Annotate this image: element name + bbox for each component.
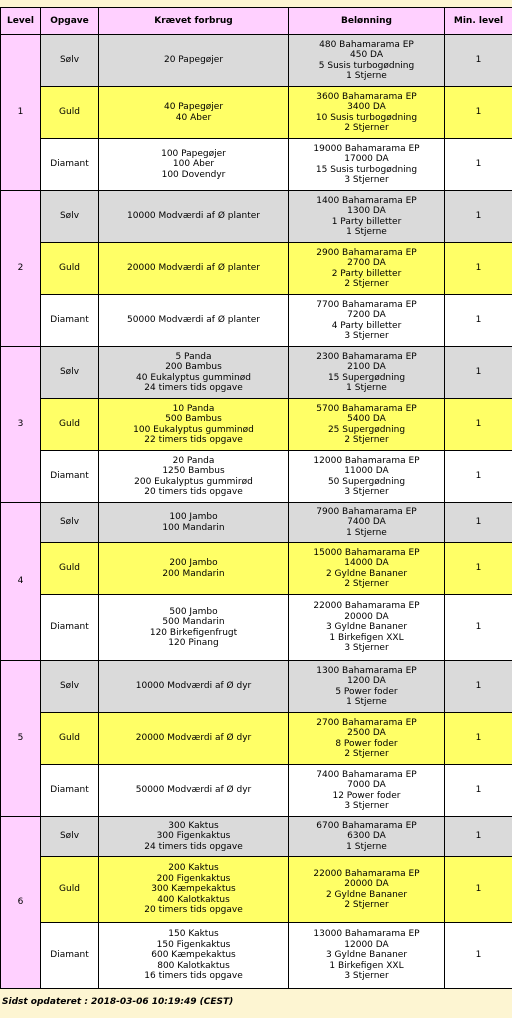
table-row <box>1 139 512 191</box>
min-level-cell: 1 <box>445 543 512 595</box>
required-consumption-cell-line: 120 Birkefigenfrugt <box>149 627 238 638</box>
reward-cell-line: 5700 Bahamarama EP <box>316 403 417 414</box>
min-level-cell: 1 <box>445 191 512 243</box>
required-consumption-cell-line: 1250 Bambus <box>162 466 225 476</box>
min-level-cell: 1 <box>445 87 512 139</box>
min-level-cell: 1 <box>445 713 512 765</box>
min-level-cell: 1 <box>445 347 512 399</box>
required-consumption-cell-line: 20000 Modværdi af Ø planter <box>127 263 260 274</box>
reward-cell-line: 22000 Bahamarama EP <box>313 868 420 879</box>
task-tier-cell: Sølv <box>41 35 99 87</box>
reward-cell-line: 1 Party billetter <box>331 216 402 227</box>
level-cell: 4 <box>1 503 41 661</box>
reward-cell <box>289 857 445 923</box>
reward-cell-line: 3 Stjerner <box>344 971 389 982</box>
min-level-cell: 1 <box>445 817 512 857</box>
reward-cell-line: 5 Susis turbogødning <box>318 60 415 71</box>
task-tier-cell: Guld <box>41 713 99 765</box>
table-row <box>1 543 512 595</box>
reward-cell-line: 15000 Bahamarama EP <box>313 547 420 558</box>
task-tier-cell: Sølv <box>41 191 99 243</box>
reward-cell-line: 2300 Bahamarama EP <box>316 351 417 362</box>
reward-cell-line: 10 Susis turbogødning <box>315 112 418 123</box>
reward-cell-line: 1400 Bahamarama EP <box>316 195 417 206</box>
table-row <box>1 595 512 661</box>
reward-cell-line: 12000 Bahamarama EP <box>313 455 420 466</box>
reward-cell <box>289 923 445 989</box>
reward-cell-line: 1 Stjerne <box>346 841 387 852</box>
reward-cell-line: 2900 Bahamarama EP <box>316 247 417 258</box>
reward-cell-line: 13000 Bahamarama EP <box>313 929 420 940</box>
header-min-level: Min. level <box>445 8 512 35</box>
reward-cell-line: 3 Stjerner <box>344 801 389 811</box>
reward-cell-line: 5400 DA <box>347 414 386 424</box>
task-tier-cell: Diamant <box>41 923 99 989</box>
task-tier-cell: Diamant <box>41 295 99 347</box>
reward-cell-line: 50 Supergødning <box>327 476 406 487</box>
table-row <box>1 661 512 713</box>
required-consumption-cell <box>99 595 289 661</box>
table-row <box>1 503 512 543</box>
reward-cell-line: 1 Birkefigen XXL <box>329 632 404 643</box>
required-consumption-cell <box>99 817 289 857</box>
reward-cell <box>289 295 445 347</box>
required-consumption-cell <box>99 139 289 191</box>
reward-cell-line: 15 Susis turbogødning <box>315 164 418 175</box>
reward-cell-line: 14000 DA <box>344 558 389 568</box>
reward-cell <box>289 713 445 765</box>
required-consumption-cell-line: 100 Eukalyptus gumminød <box>133 424 254 435</box>
reward-cell <box>289 399 445 451</box>
reward-cell <box>289 765 445 817</box>
reward-cell <box>289 243 445 295</box>
reward-cell-line: 25 Supergødning <box>327 424 406 435</box>
reward-cell-line: 3 Gyldne Bananer <box>325 622 408 633</box>
required-consumption-cell-line: 22 timers tids opgave <box>144 435 243 445</box>
task-tier-cell: Diamant <box>41 451 99 503</box>
task-tier-cell: Guld <box>41 87 99 139</box>
task-tier-cell: Sølv <box>41 503 99 543</box>
reward-cell-line: 20000 DA <box>344 879 389 889</box>
task-tier-cell: Sølv <box>41 817 99 857</box>
required-consumption-cell-line: 20 timers tids opgave <box>144 905 243 916</box>
required-consumption-cell-line: 100 Dovendyr <box>161 169 226 180</box>
reward-cell-line: 7400 DA <box>347 517 386 528</box>
reward-cell-line: 3400 DA <box>347 102 386 112</box>
min-level-cell: 1 <box>445 661 512 713</box>
task-tier-cell: Sølv <box>41 347 99 399</box>
reward-cell-line: 450 DA <box>350 50 383 60</box>
reward-cell-line: 2 Stjerner <box>344 123 389 133</box>
required-consumption-cell <box>99 923 289 989</box>
required-consumption-cell <box>99 87 289 139</box>
reward-cell-line: 7200 DA <box>347 310 386 320</box>
table-row <box>1 87 512 139</box>
reward-cell-line: 1200 DA <box>347 676 386 686</box>
reward-cell-line: 7000 DA <box>347 780 386 790</box>
required-consumption-cell-line: 24 timers tids opgave <box>144 841 243 852</box>
task-tier-cell: Sølv <box>41 661 99 713</box>
reward-cell-line: 12000 DA <box>344 939 389 950</box>
reward-cell-line: 3 Stjerner <box>344 175 389 185</box>
reward-cell-line: 7400 Bahamarama EP <box>316 769 417 780</box>
required-consumption-cell-line: 600 Kæmpekaktus <box>151 950 236 961</box>
task-tier-cell: Guld <box>41 857 99 923</box>
required-consumption-cell-line: 150 Figenkaktus <box>156 939 231 950</box>
table-row <box>1 35 512 87</box>
reward-cell <box>289 817 445 857</box>
required-consumption-cell-line: 50000 Modværdi af Ø planter <box>127 315 260 326</box>
reward-cell-line: 2 Stjerner <box>344 900 389 910</box>
reward-cell-line: 2100 DA <box>347 362 386 372</box>
required-consumption-cell <box>99 295 289 347</box>
reward-cell-line: 6700 Bahamarama EP <box>316 820 417 831</box>
header-level: Level <box>1 8 41 35</box>
required-consumption-cell-line: 120 Pinang <box>168 638 219 648</box>
task-tier-cell: Diamant <box>41 765 99 817</box>
required-consumption-cell-line: 16 timers tids opgave <box>144 971 243 982</box>
required-consumption-cell-line: 24 timers tids opgave <box>144 383 243 393</box>
task-tier-cell: Diamant <box>41 595 99 661</box>
reward-cell <box>289 543 445 595</box>
required-consumption-cell-line: 500 Mandarin <box>162 617 225 627</box>
level-cell: 5 <box>1 661 41 817</box>
reward-cell-line: 1300 DA <box>347 206 386 216</box>
min-level-cell: 1 <box>445 451 512 503</box>
required-consumption-cell-line: 20000 Modværdi af Ø dyr <box>135 733 252 744</box>
min-level-cell: 1 <box>445 503 512 543</box>
table-row <box>1 817 512 857</box>
reward-cell-line: 2700 Bahamarama EP <box>316 717 417 728</box>
header-task: Opgave <box>41 8 99 35</box>
reward-cell-line: 3 Stjerner <box>344 487 389 497</box>
required-consumption-cell-line: 200 Figenkaktus <box>156 873 231 884</box>
reward-cell-line: 1 Stjerne <box>346 527 387 538</box>
table-row <box>1 243 512 295</box>
reward-cell <box>289 661 445 713</box>
min-level-cell: 1 <box>445 139 512 191</box>
reward-cell-line: 2 Stjerner <box>344 579 389 589</box>
required-consumption-cell-line: 400 Kalotkaktus <box>157 894 230 905</box>
reward-cell <box>289 347 445 399</box>
reward-cell-line: 2 Stjerner <box>344 435 389 445</box>
table-row <box>1 713 512 765</box>
required-consumption-cell-line: 20 Papegøjer <box>163 55 224 66</box>
reward-cell-line: 3600 Bahamarama EP <box>316 91 417 102</box>
reward-cell-line: 2 Party billetter <box>331 268 402 279</box>
required-consumption-cell-line: 5 Panda <box>175 351 212 362</box>
missions-table <box>0 7 512 989</box>
reward-cell-line: 2 Gyldne Bananer <box>325 889 408 900</box>
required-consumption-cell-line: 800 Kalotkaktus <box>157 960 230 971</box>
reward-cell-line: 17000 DA <box>344 154 389 164</box>
reward-cell-line: 12 Power foder <box>332 790 401 801</box>
level-cell: 6 <box>1 817 41 989</box>
required-consumption-cell <box>99 243 289 295</box>
required-consumption-cell-line: 40 Eukalyptus gumminød <box>136 372 251 383</box>
min-level-cell: 1 <box>445 399 512 451</box>
required-consumption-cell-line: 500 Bambus <box>165 414 222 424</box>
reward-cell-line: 2500 DA <box>347 728 386 738</box>
required-consumption-cell-line: 10 Panda <box>172 403 215 414</box>
min-level-cell: 1 <box>445 295 512 347</box>
level-cell: 3 <box>1 347 41 503</box>
required-consumption-cell <box>99 191 289 243</box>
task-tier-cell: Guld <box>41 243 99 295</box>
reward-cell-line: 2700 DA <box>347 258 386 268</box>
header-required-consumption: Krævet forbrug <box>99 8 289 35</box>
reward-cell-line: 3 Gyldne Bananer <box>325 950 408 961</box>
table-row <box>1 399 512 451</box>
required-consumption-cell <box>99 451 289 503</box>
required-consumption-cell <box>99 35 289 87</box>
required-consumption-cell <box>99 399 289 451</box>
min-level-cell: 1 <box>445 923 512 989</box>
required-consumption-cell-line: 500 Jambo <box>169 606 218 617</box>
reward-cell-line: 2 Stjerner <box>344 749 389 759</box>
reward-cell <box>289 35 445 87</box>
table-row <box>1 451 512 503</box>
required-consumption-cell-line: 300 Figenkaktus <box>156 831 231 842</box>
required-consumption-cell-line: 100 Mandarin <box>162 522 225 533</box>
reward-cell-line: 1 Stjerne <box>346 227 387 237</box>
reward-cell-line: 1 Birkefigen XXL <box>329 960 404 971</box>
table-row <box>1 347 512 399</box>
reward-cell-line: 2 Stjerner <box>344 279 389 289</box>
min-level-cell: 1 <box>445 857 512 923</box>
reward-cell-line: 7900 Bahamarama EP <box>316 506 417 517</box>
required-consumption-cell <box>99 713 289 765</box>
required-consumption-cell-line: 300 Kæmpekaktus <box>151 884 236 895</box>
reward-cell-line: 1 Stjerne <box>346 383 387 393</box>
reward-cell-line: 15 Supergødning <box>327 372 406 383</box>
reward-cell-line: 1 Stjerne <box>346 697 387 707</box>
required-consumption-cell <box>99 543 289 595</box>
required-consumption-cell <box>99 503 289 543</box>
table-row <box>1 765 512 817</box>
last-updated-text: Sidst opdateret : 2018-03-06 10:19:49 (CEST) <box>2 997 234 1007</box>
reward-cell-line: 22000 Bahamarama EP <box>313 601 420 612</box>
required-consumption-cell-line: 100 Jambo <box>169 512 218 522</box>
reward-cell <box>289 503 445 543</box>
required-consumption-cell-line: 10000 Modværdi af Ø dyr <box>135 681 252 692</box>
required-consumption-cell-line: 200 Mandarin <box>162 568 225 579</box>
reward-cell-line: 5 Power foder <box>335 686 398 697</box>
level-cell: 1 <box>1 35 41 191</box>
reward-cell-line: 3 Stjerner <box>344 643 389 654</box>
required-consumption-cell-line: 50000 Modværdi af Ø dyr <box>135 785 252 796</box>
required-consumption-cell-line: 20 timers tids opgave <box>144 487 243 497</box>
table-row <box>1 295 512 347</box>
reward-cell <box>289 191 445 243</box>
required-consumption-cell <box>99 347 289 399</box>
required-consumption-cell-line: 40 Aber <box>175 112 212 123</box>
table-row <box>1 191 512 243</box>
reward-cell <box>289 139 445 191</box>
table-row <box>1 923 512 989</box>
min-level-cell: 1 <box>445 243 512 295</box>
required-consumption-cell-line: 100 Papegøjer <box>161 148 226 159</box>
header-row <box>1 8 512 35</box>
reward-cell-line: 2 Gyldne Bananer <box>325 568 408 579</box>
reward-cell-line: 3 Stjerner <box>344 331 389 341</box>
required-consumption-cell <box>99 765 289 817</box>
required-consumption-cell-line: 10000 Modværdi af Ø planter <box>127 211 260 222</box>
header-reward: Belønning <box>289 8 445 35</box>
required-consumption-cell-line: 300 Kaktus <box>168 820 219 831</box>
reward-cell-line: 1 Stjerne <box>346 71 387 81</box>
min-level-cell: 1 <box>445 595 512 661</box>
task-tier-cell: Guld <box>41 543 99 595</box>
required-consumption-cell-line: 150 Kaktus <box>168 929 219 940</box>
reward-cell-line: 11000 DA <box>344 466 389 476</box>
level-cell: 2 <box>1 191 41 347</box>
reward-cell-line: 1300 Bahamarama EP <box>316 665 417 676</box>
required-consumption-cell <box>99 661 289 713</box>
reward-cell-line: 19000 Bahamarama EP <box>313 143 420 154</box>
reward-cell-line: 8 Power foder <box>335 738 398 749</box>
min-level-cell: 1 <box>445 765 512 817</box>
reward-cell-line: 7700 Bahamarama EP <box>316 299 417 310</box>
required-consumption-cell-line: 200 Bambus <box>165 362 222 372</box>
reward-cell <box>289 595 445 661</box>
required-consumption-cell-line: 40 Papegøjer <box>163 102 224 112</box>
required-consumption-cell <box>99 857 289 923</box>
reward-cell-line: 4 Party billetter <box>331 320 402 331</box>
required-consumption-cell-line: 200 Kaktus <box>168 863 219 874</box>
reward-cell-line: 480 Bahamarama EP <box>319 39 414 50</box>
reward-cell-line: 6300 DA <box>347 831 386 842</box>
reward-cell-line: 20000 DA <box>344 611 389 622</box>
task-tier-cell: Guld <box>41 399 99 451</box>
reward-cell <box>289 451 445 503</box>
required-consumption-cell-line: 100 Aber <box>172 159 215 170</box>
task-tier-cell: Diamant <box>41 139 99 191</box>
table-row <box>1 857 512 923</box>
table-body <box>1 35 512 989</box>
required-consumption-cell-line: 20 Panda <box>172 455 215 466</box>
required-consumption-cell-line: 200 Jambo <box>169 558 218 568</box>
reward-cell <box>289 87 445 139</box>
min-level-cell: 1 <box>445 35 512 87</box>
required-consumption-cell-line: 200 Eukalyptus gummirød <box>134 476 253 487</box>
